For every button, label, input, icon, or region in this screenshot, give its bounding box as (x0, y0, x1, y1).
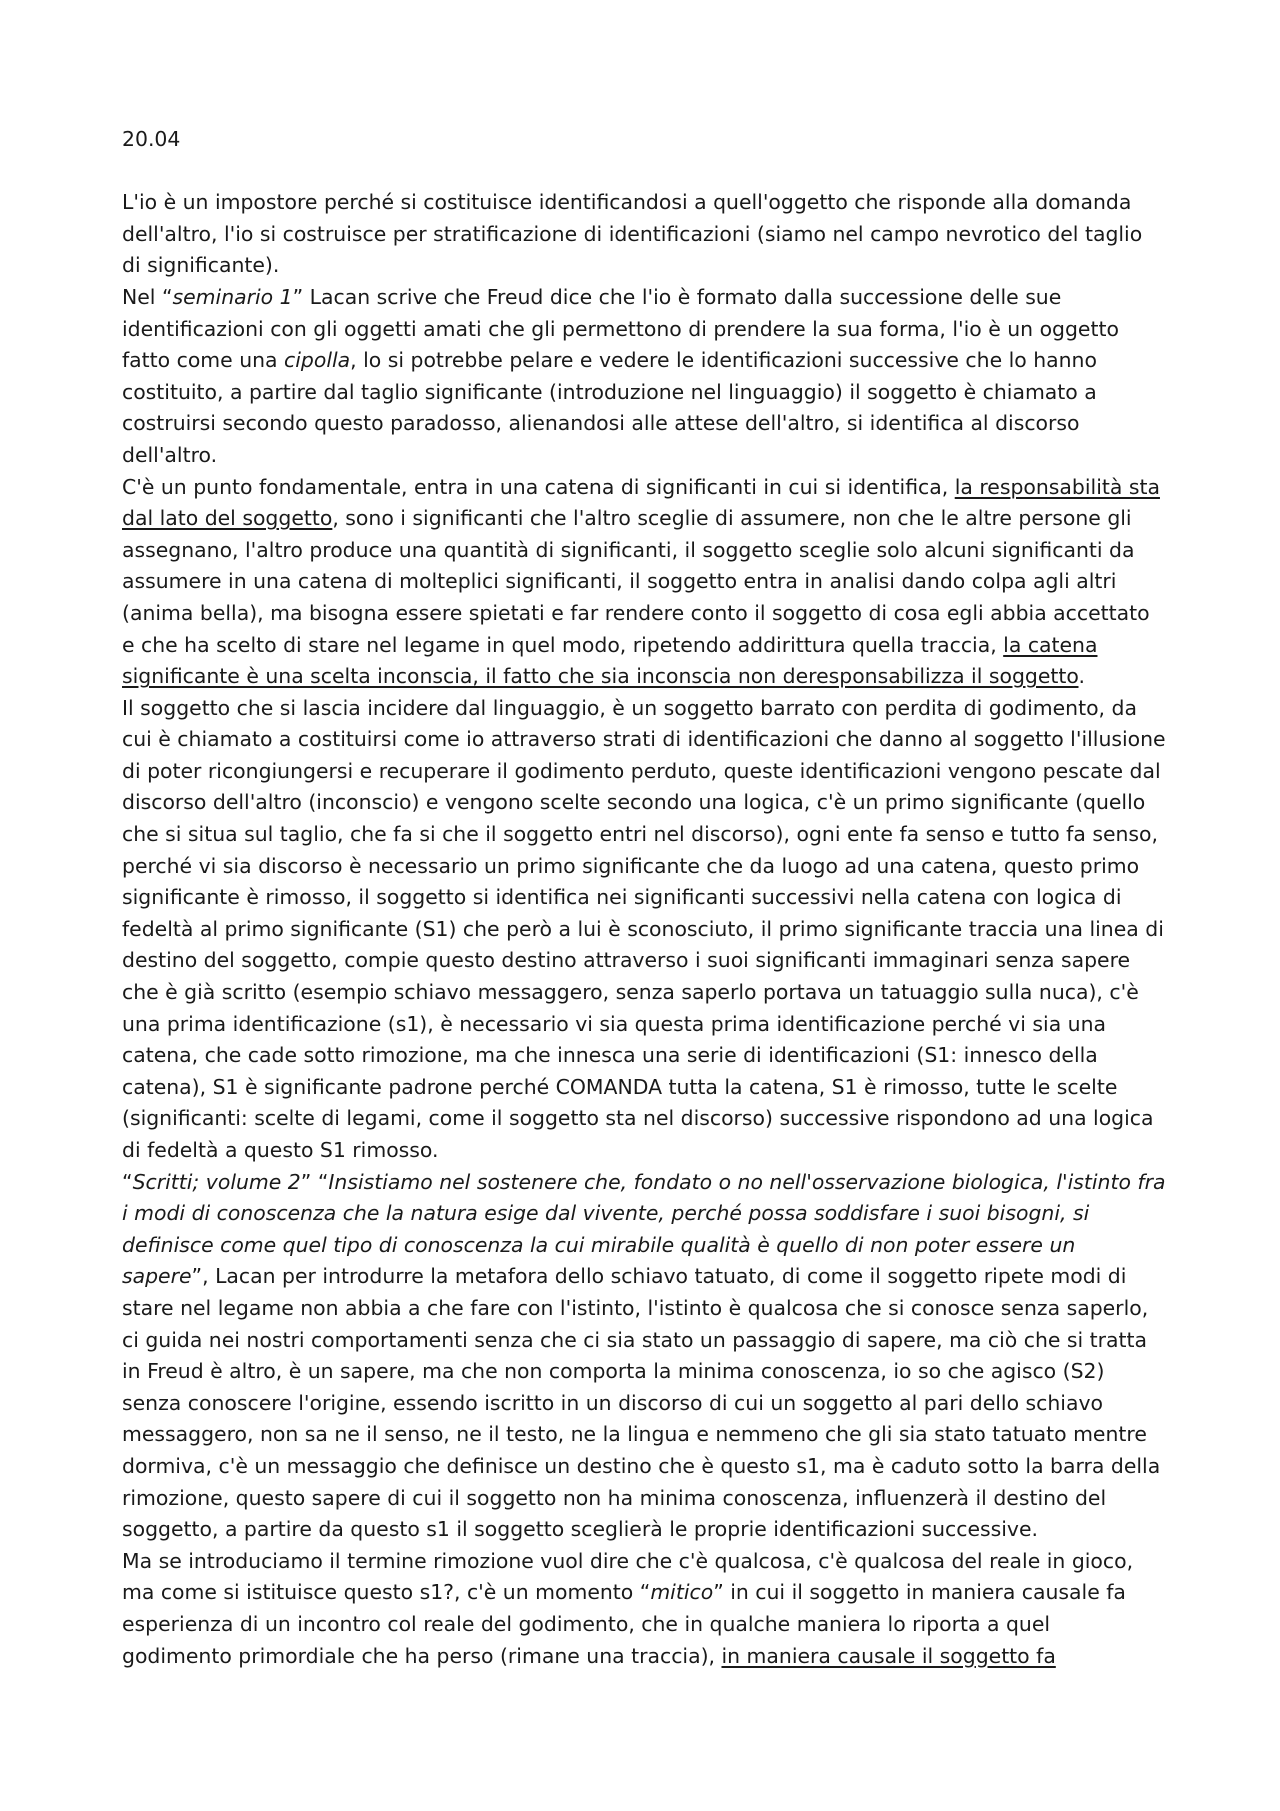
text-segment: Ma se introduciamo il termine rimozione vuol dire che c'è qualcosa, c'è qualcosa del reale in gioco, ma come si istituisce questo s1?, c'è un momento “ (122, 1548, 1134, 1605)
paragraph-2 (122, 282, 1166, 472)
italic-word-mitico: mitico (650, 1580, 714, 1605)
paragraph-4 (122, 693, 1166, 1167)
underlined-responsabilita: la responsabilità sta dal lato del soggetto (122, 474, 1160, 531)
document-body (122, 124, 1166, 1672)
text-segment: “ (122, 1169, 133, 1194)
text-segment: ” Lacan scrive che Freud dice che l'io è formato dalla successione delle sue identificazioni con gli oggetti amati che gli permettono di prendere la sua forma, l'io è un oggetto fatto come una (122, 284, 1119, 373)
text-segment: ” in cui il soggetto in maniera causale fa esperienza di un incontro col reale del godimento, che in qualche maniera lo riporta a quel godimento primordiale che ha perso (rimane una traccia), (122, 1580, 1126, 1668)
date-heading: 20.04 (122, 127, 181, 151)
paragraph-5 (122, 1167, 1166, 1546)
text-segment: ”, Lacan per introdurre la metafora dello schiavo tatuato, di come il soggetto ripete modi di stare nel legame non abbia a che fare con l'istinto, l'istinto è qualcosa che si conosce senza saperlo, ci guida nei nostri comportamenti senza che ci sia stato un passaggio di sapere, ma ciò che si tratta in Freud è altro, è un sapere, ma che non comporta la minima conoscenza, io so che agisco (S2) senza conoscere l'origine, essendo iscritto in un discorso di cui un soggetto al pari dello schiavo messaggero, non sa ne il senso, ne il testo, ne la lingua e nemmeno che gli sia stato tatuato mentre dormiva, c'è un messaggio che definisce un destino che è questo s1, ma è caduto sotto la barra della rimozione, questo sapere di cui il soggetto non ha minima conoscenza, influenzerà il destino del soggetto, a partire da questo s1 il soggetto sceglierà le proprie identificazioni successive. (122, 1264, 1161, 1542)
italic-title-seminario: seminario 1 (172, 284, 293, 309)
text-segment: , lo si potrebbe pelare e vedere le identificazioni successive che lo hanno costituito, a partire dal taglio significante (introduzione nel linguaggio) il soggetto è chiamato a costruirsi secondo questo paradosso, alienandosi alle attese dell'altro, si identifica al discorso dell'altro. (122, 348, 1097, 467)
text-segment: , sono i significanti che l'altro sceglie di assumere, non che le altre persone gli assegnano, l'altro produce una quantità di significanti, il soggetto sceglie solo alcuni significanti da assumere in una catena di molteplici significanti, il soggetto entra in analisi dando colpa agli altri (anima bella), ma bisogna essere spietati e far rendere conto il soggetto di cosa egli abbia accettato e che ha scelto di stare nel legame in quel modo, ripetendo addirittura quella traccia, (122, 506, 1150, 657)
paragraph-1 (122, 187, 1166, 282)
text-segment: L'io è un impostore perché si costituisce identificandosi a quell'oggetto che risponde alla domanda dell'altro, l'io si costruisce per stratificazione di identificazioni (siamo nel campo nevrotico del taglio di significante). (122, 190, 1143, 278)
paragraph-3 (122, 472, 1166, 693)
text-segment: ” “ (300, 1169, 329, 1194)
paragraph-6 (122, 1546, 1166, 1672)
underlined-maniera-causale: in maniera causale il soggetto fa (721, 1643, 1056, 1668)
text-segment: . (1078, 664, 1085, 689)
text-segment: C'è un punto fondamentale, entra in una catena di significanti in cui si identifica, (122, 474, 955, 499)
underlined-catena-significante: la catena significante è una scelta inconscia, il fatto che sia inconscia non deresponsabilizza il soggetto (122, 632, 1098, 689)
italic-word-cipolla: cipolla (284, 348, 351, 373)
italic-title-scritti: Scritti; volume 2 (132, 1169, 301, 1194)
italic-quote-lacan: Insistiamo nel sostenere che, fondato o no nell'osservazione biologica, l'istinto fra i modi di conoscenza che la natura esige dal vivente, perché possa soddisfare i suoi bisogni, si definisce come quel tipo di conoscenza la cui mirabile qualità è quello di non poter essere un sapere (122, 1169, 1166, 1289)
text-segment: Nel “ (122, 284, 173, 309)
text-segment: Il soggetto che si lascia incidere dal linguaggio, è un soggetto barrato con perdita di godimento, da cui è chiamato a costituirsi come io attraverso strati di identificazioni che danno al soggetto l'illusione di poter ricongiungersi e recuperare il godimento perduto, queste identificazioni vengono pescate dal discorso dell'altro (inconscio) e vengono scelte secondo una logica, c'è un primo significante (quello che si situa sul taglio, che fa si che il soggetto entri nel discorso), ogni ente fa senso e tutto fa senso, perché vi sia discorso è necessario un primo significante che da luogo ad una catena, questo primo significante è rimosso, il soggetto si identifica nei significanti successivi nella catena con logica di fedeltà al primo significante (S1) che però a lui è sconosciuto, il primo significante traccia una linea di destino del soggetto, compie questo destino attraverso i suoi significanti immaginari senza sapere che è già scritto (esempio schiavo messaggero, senza saperlo portava un tatuaggio sulla nuca), c'è una prima identificazione (s1), è necessario vi sia questa prima identificazione perché vi sia una catena, che cade sotto rimozione, ma che innesca una serie di identificazioni (S1: innesco della catena), S1 è significante padrone perché COMANDA tutta la catena, S1 è rimosso, tutte le scelte (significanti: scelte di legami, come il soggetto sta nel discorso) successive rispondono ad una logica di fedeltà a questo S1 rimosso. (122, 695, 1166, 1162)
